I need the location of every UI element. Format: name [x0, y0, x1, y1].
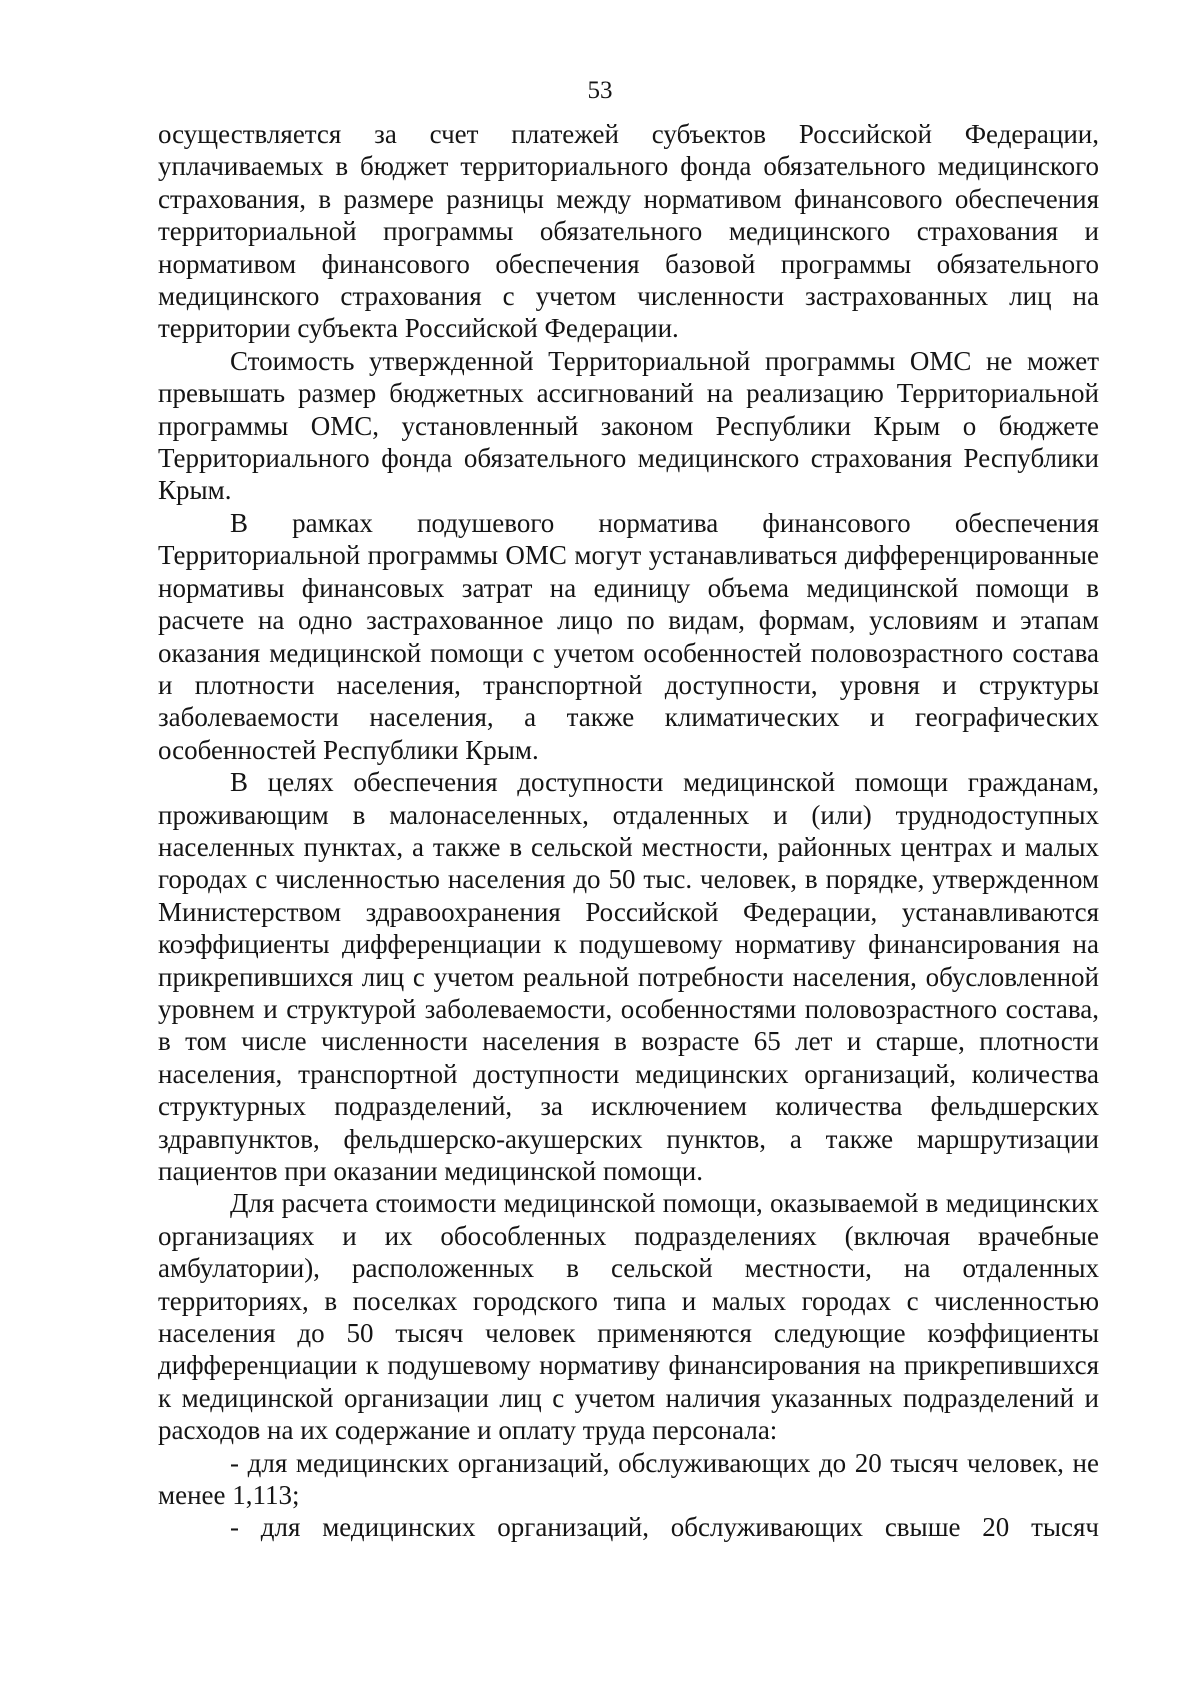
list-item-up-to-20k: - для медицинских организаций, обслуживающих до 20 тысяч человек, не менее 1,113; [158, 1447, 1099, 1511]
paragraph-differentiated-norms: В рамках подушевого норматива финансового обеспечения Территориальной программы ОМС могут устанавливаться дифференцированные нормативы финансовых затрат на единицу объема медицинской помощи в расчете на одно застрахованное лицо по видам, формам, условиям и этапам оказания медицинской помощи с учетом особенностей половозрастного состава и плотности населения, транспортной доступности, уровня и структуры заболеваемости населения, а также климатических и географических особенностей Республики Крым. [158, 507, 1099, 765]
paragraph-accessibility-coefficients: В целях обеспечения доступности медицинской помощи гражданам, проживающим в малонаселенных, отдаленных и (или) труднодоступных населенных пунктах, а также в сельской местности, районных центрах и малых городах с численностью населения до 50 тыс. человек, в порядке, утвержденном Министерством здравоохранения Российской Федерации, устанавливаются коэффициенты дифференциации к подушевому нормативу финансирования на прикрепившихся лиц с учетом реальной потребности населения, обусловленной уровнем и структурой заболеваемости, особенностями половозрастного состава, в том числе численности населения в возрасте 65 лет и старше, плотности населения, транспортной доступности медицинских организаций, количества структурных подразделений, за исключением количества фельдшерских здравпунктов, фельдшерско-акушерских пунктов, а также маршрутизации пациентов при оказании медицинской помощи. [158, 767, 1099, 1186]
page-number: 53 [587, 77, 613, 104]
document-body [158, 118, 1099, 1544]
list-item-over-20k: - для медицинских организаций, обслуживающих свыше 20 тысяч [230, 1512, 1099, 1543]
paragraph-rural-calculation: Для расчета стоимости медицинской помощи, оказываемой в медицинских организациях и их обособленных подразделениях (включая врачебные амбулатории), расположенных в сельской местности, на отдаленных территориях, в поселках городского типа и малых городах с численностью населения до 50 тысяч человек применяются следующие коэффициенты дифференциации к подушевому нормативу финансирования на прикрепившихся к медицинской организации лиц с учетом наличия указанных подразделений и расходов на их содержание и оплату труда персонала: [158, 1188, 1099, 1446]
paragraph-continuation: осуществляется за счет платежей субъектов Российской Федерации, уплачиваемых в бюджет территориального фонда обязательного медицинского страхования, в размере разницы между нормативом финансового обеспечения территориальной программы обязательного медицинского страхования и нормативом финансового обеспечения базовой программы обязательного медицинского страхования с учетом численности застрахованных лиц на территории субъекта Российской Федерации. [158, 119, 1099, 344]
paragraph-cost-limit: Стоимость утвержденной Территориальной программы ОМС не может превышать размер бюджетных ассигнований на реализацию Территориальной программы ОМС, установленный законом Республики Крым о бюджете Территориального фонда обязательного медицинского страхования Республики Крым. [158, 345, 1099, 506]
